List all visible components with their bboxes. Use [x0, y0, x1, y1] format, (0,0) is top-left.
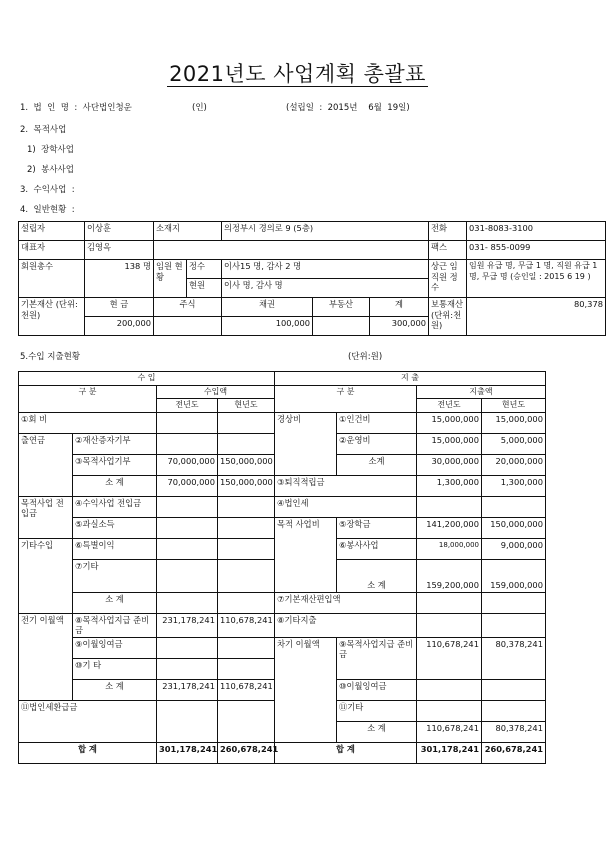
income-category-header: 구 분 [19, 385, 157, 412]
value-cell: 110,678,241 [218, 613, 275, 637]
expense-surplus: ⑩이월잉여금 [337, 679, 417, 700]
phone-value: 031-8083-3100 [467, 222, 606, 241]
value-cell: 150,000,000 [482, 517, 546, 538]
income-other-2: ⑦기타 [73, 559, 157, 592]
income-contrib-subtotal: 소 계 [73, 475, 157, 496]
cell [218, 658, 275, 679]
cell [417, 700, 482, 721]
income-carry-subtotal: 소 계 [73, 679, 157, 700]
cell [218, 700, 275, 742]
value-cell: 30,000,000 [417, 454, 482, 475]
value-cell: 15,000,000 [417, 412, 482, 433]
cell [482, 700, 546, 721]
income-contrib-2: ③목적사업기부 [73, 454, 157, 475]
income-carry-2: ⑨이월잉여금 [73, 637, 157, 658]
quota-value: 이사15 명, 감사 2 명 [222, 260, 429, 279]
expense-operation: ②운영비 [337, 433, 417, 454]
value-cell: 70,000,000 [157, 454, 218, 475]
expense-service: ⑥봉사사업 [337, 538, 417, 559]
section-heading: 5.수입 지출현황 [20, 352, 81, 362]
cell [417, 592, 482, 613]
bond-label: 채권 [222, 298, 313, 317]
value-cell: 15,000,000 [482, 412, 546, 433]
current-value: 이사 명, 감사 명 [222, 279, 429, 298]
cash-value: 200,000 [85, 317, 154, 336]
value-cell: 159,000,000 [482, 559, 546, 592]
value-cell: 231,178,241 [157, 679, 218, 700]
assets-total-value: 300,000 [370, 317, 429, 336]
expense-biz-group: 목적 사업비 [275, 517, 337, 592]
value-cell: 141,200,000 [417, 517, 482, 538]
phone-label: 전화 [429, 222, 467, 241]
current-label: 현원 [187, 279, 222, 298]
income-other-group: 기타수입 [19, 538, 73, 613]
income-other-subtotal: 소 계 [73, 592, 157, 613]
income-total-curr: 260,678,241 [218, 742, 275, 763]
expense-fund-transfer: ⑦기본재산편입액 [275, 592, 417, 613]
value-cell: 150,000,000 [218, 454, 275, 475]
expense-this-year-header: 현년도 [482, 399, 546, 413]
expense-personnel: ①인건비 [337, 412, 417, 433]
expense-next-group: 차기 이월액 [275, 637, 337, 742]
cell [157, 700, 218, 742]
stock-value [154, 317, 222, 336]
income-biz-2: ⑤과실소득 [73, 517, 157, 538]
purpose-heading: 2. 목적사업 [20, 125, 67, 135]
income-total-prev: 301,178,241 [157, 742, 218, 763]
cell [482, 496, 546, 517]
income-membership: ①회 비 [19, 412, 157, 433]
assets-total-label: 계 [370, 298, 429, 317]
location-label: 소재지 [154, 222, 222, 241]
value-cell: 110,678,241 [218, 679, 275, 700]
cell [218, 559, 275, 592]
basic-assets-label: 기본재산 (단위:천원) [19, 298, 85, 336]
founder-value: 이상훈 [85, 222, 154, 241]
realty-label: 부동산 [313, 298, 370, 317]
value-cell: 5,000,000 [482, 433, 546, 454]
members-label: 회원총수 [19, 260, 85, 298]
bond-value: 100,000 [222, 317, 313, 336]
expense-prev-year-header: 전년도 [417, 399, 482, 413]
cell [157, 592, 218, 613]
budget-table [18, 371, 546, 764]
value-cell: 1,300,000 [482, 475, 546, 496]
expense-total-prev: 301,178,241 [417, 742, 482, 763]
expense-operating-group: 경상비 [275, 412, 337, 475]
location-value: 의정부시 경의로 9 (5층) [222, 222, 429, 241]
expense-amount-header: 지출액 [417, 385, 546, 399]
value-cell: 110,678,241 [417, 637, 482, 679]
founding-date: (설립일 : 2015년 6월 19일) [286, 103, 410, 113]
general-status-heading: 4. 일반현황 : [20, 205, 75, 215]
income-other-1: ⑥특별이익 [73, 538, 157, 559]
cell [417, 496, 482, 517]
cell [482, 679, 546, 700]
value-cell: 70,000,000 [157, 475, 218, 496]
income-header: 수 입 [19, 372, 275, 386]
cell [157, 637, 218, 658]
expense-total-label: 합 계 [275, 742, 417, 763]
seal-mark: (인) [192, 103, 207, 113]
value-cell: 159,200,000 [417, 559, 482, 592]
cell [218, 496, 275, 517]
cell [157, 517, 218, 538]
cell [218, 592, 275, 613]
value-cell: 15,000,000 [417, 433, 482, 454]
income-carry-1: ⑧목적사업지급 준비금 [73, 613, 157, 637]
cell [157, 412, 218, 433]
value-cell: 80,378,241 [482, 721, 546, 742]
expense-biz-subtotal: 소 계 [337, 559, 417, 592]
rep-value: 김영옥 [85, 241, 154, 260]
purpose-item-1: 1) 장학사업 [27, 145, 74, 155]
cell [218, 412, 275, 433]
cell [482, 613, 546, 637]
cell [218, 433, 275, 454]
members-value: 138 명 [85, 260, 154, 298]
value-cell: 110,678,241 [417, 721, 482, 742]
value-cell: 9,000,000 [482, 538, 546, 559]
income-total-label: 합 계 [19, 742, 157, 763]
purpose-item-2: 2) 봉사사업 [27, 165, 74, 175]
expense-operating-subtotal: 소계 [337, 454, 417, 475]
cell [218, 517, 275, 538]
income-biz-group: 목적사업 전입금 [19, 496, 73, 538]
expense-category-header: 구 분 [275, 385, 417, 412]
cell [157, 496, 218, 517]
expense-misc: ⑪기타 [337, 700, 417, 721]
cell [218, 637, 275, 658]
expense-header: 지 출 [275, 372, 546, 386]
normal-assets-label: 보통재산 (단위:천원) [429, 298, 467, 336]
revenue-business-line: 3. 수익사업 : [20, 185, 75, 195]
income-carry-group: 전기 이월액 [19, 613, 73, 700]
stock-label: 주식 [154, 298, 222, 317]
cell [157, 559, 218, 592]
expense-other: ⑧기타지출 [275, 613, 417, 637]
cell [218, 538, 275, 559]
value-cell: 231,178,241 [157, 613, 218, 637]
corp-name-line: 1. 법 인 명 : 사단법인청운 [20, 103, 132, 113]
income-contrib-group: 출연금 [19, 433, 73, 496]
rep-label: 대표자 [19, 241, 85, 260]
quota-label: 정수 [187, 260, 222, 279]
expense-reserve: ⑨목적사업지급 준비금 [337, 637, 417, 679]
founder-label: 설립자 [19, 222, 85, 241]
value-cell: 1,300,000 [417, 475, 482, 496]
page-title: 2021년도 사업계획 총괄표 [169, 62, 426, 86]
income-prev-year-header: 전년도 [157, 399, 218, 413]
income-tax-refund: ⑪법인세환급금 [19, 700, 157, 742]
expense-next-subtotal: 소 계 [337, 721, 417, 742]
normal-assets-value: 80,378 [467, 298, 606, 336]
income-carry-3: ⑩기 타 [73, 658, 157, 679]
fax-value: 031- 855-0099 [467, 241, 606, 260]
income-this-year-header: 현년도 [218, 399, 275, 413]
realty-value [313, 317, 370, 336]
fax-label: 팩스 [429, 241, 467, 260]
cell [482, 592, 546, 613]
cell [157, 538, 218, 559]
value-cell: 20,000,000 [482, 454, 546, 475]
income-contrib-1: ②재산증자기부 [73, 433, 157, 454]
general-status-table [18, 221, 606, 336]
cell [417, 679, 482, 700]
value-cell: 18,000,000 [417, 538, 482, 559]
expense-scholarship: ⑤장학금 [337, 517, 417, 538]
staff-label: 상근 임 직원 정 수 [429, 260, 467, 298]
expense-corp-tax: ④법인세 [275, 496, 417, 517]
income-biz-1: ④수익사업 전입금 [73, 496, 157, 517]
income-amount-header: 수입액 [157, 385, 275, 399]
officers-label: 임원 현황 [154, 260, 187, 298]
cash-label: 현 금 [85, 298, 154, 317]
cell [417, 613, 482, 637]
staff-value: 임원 유급 명, 무급 1 명, 직원 유급 1명, 무급 명 (승인일 : 2015 6 19 ) [467, 260, 606, 298]
blank-cell [154, 241, 429, 260]
unit-label: (단위:원) [348, 352, 383, 362]
value-cell: 80,378,241 [482, 637, 546, 679]
cell [157, 658, 218, 679]
cell [157, 433, 218, 454]
value-cell: 150,000,000 [218, 475, 275, 496]
expense-total-curr: 260,678,241 [482, 742, 546, 763]
expense-retirement: ③퇴직적립금 [275, 475, 417, 496]
